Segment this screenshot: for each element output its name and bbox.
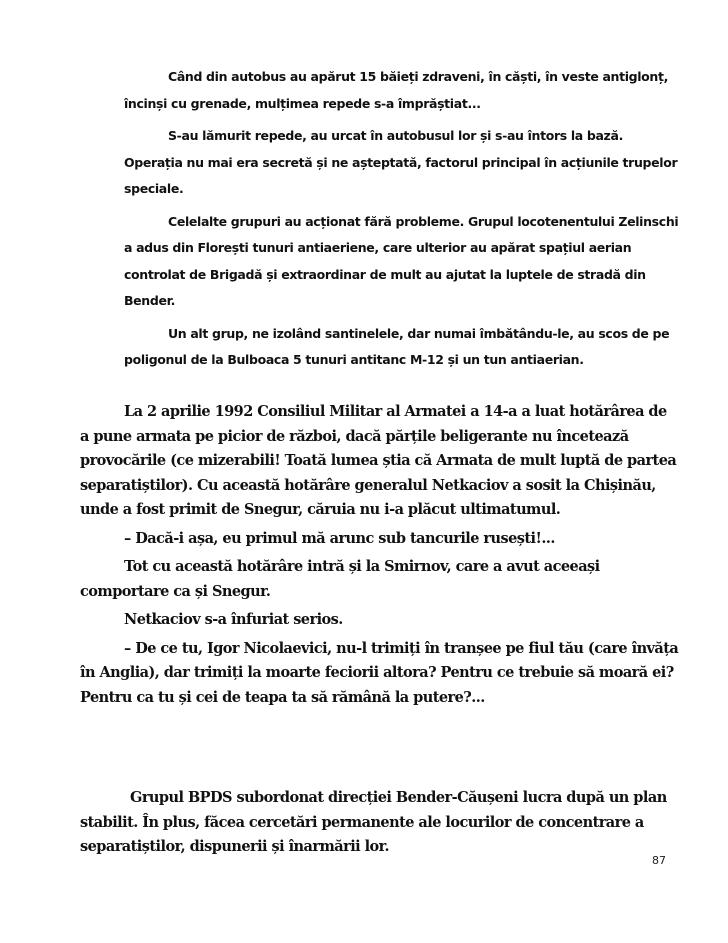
paragraph: Netkaciov s-a înfuriat serios. <box>124 611 343 628</box>
paragraph: S-au lămurit repede, au urcat în autobusul lor și s-au întors la bază. Operația nu mai era secretă și ne așteptată, factorul principal în acțiunile trupelor speciale. <box>124 128 678 196</box>
dialogue-line: – De ce tu, Igor Nicolaevici, nu-l trimiți în tranșee pe fiul tău (care învăța în Anglia), dar trimiți la moarte feciorii altora? Pentru ce trebuie să moară ei? Pentru ca tu și cei de teapa ta să rămână la putere?... <box>80 639 679 706</box>
paragraph: Grupul BPDS subordonat direcției Bender-Căușeni lucra după un plan stabilit. În plus, făcea cercetări permanente ale locurilor de concentrare a separatiștilor, dispunerii și înarmării lor. <box>80 789 667 855</box>
page-number: 87 <box>652 854 666 867</box>
closing-text-block <box>80 786 680 860</box>
paragraph: Un alt grup, ne izolând santinelele, dar numai îmbătându-le, au scos de pe poligonul de la Bulboaca 5 tunuri antitanc M-12 și un tun antiaerian. <box>124 325 670 367</box>
paragraph: La 2 aprilie 1992 Consiliul Militar al Armatei a 14-a a luat hotărârea de a pune armata pe picior de război, dacă părțile beligerante nu încetează provocările (ce mizerabili! Toată lumea știa că Armata de mult luptă de partea separatiștilor). Cu această hotărâre generalul Netkaciov a sosit la Chișinău, unde a fost primit de Snegur, căruia nu i-a plăcut ultimatumul. <box>80 403 677 518</box>
paragraph: Tot cu această hotărâre intră și la Smirnov, care a avut aceeași comportare ca și Snegur. <box>80 558 600 600</box>
dialogue-line: – Dacă-i așa, eu primul mă arunc sub tancurile rusești!... <box>124 529 555 547</box>
main-text-block <box>80 400 680 710</box>
paragraph: Când din autobus au apărut 15 băieți zdraveni, în căști, în veste antiglonț, încinși cu grenade, mulțimea repede s-a împrăștiat... <box>124 69 668 111</box>
indented-quote-block <box>124 64 684 380</box>
paragraph: Celelalte grupuri au acționat fără probleme. Grupul locotenentului Zelinschi a adus din Florești tunuri antiaeriene, care ulterior au apărat spațiul aerian controlat de Brigadă și extraordinar de mult au ajutat la luptele de stradă din Bender. <box>124 213 679 308</box>
